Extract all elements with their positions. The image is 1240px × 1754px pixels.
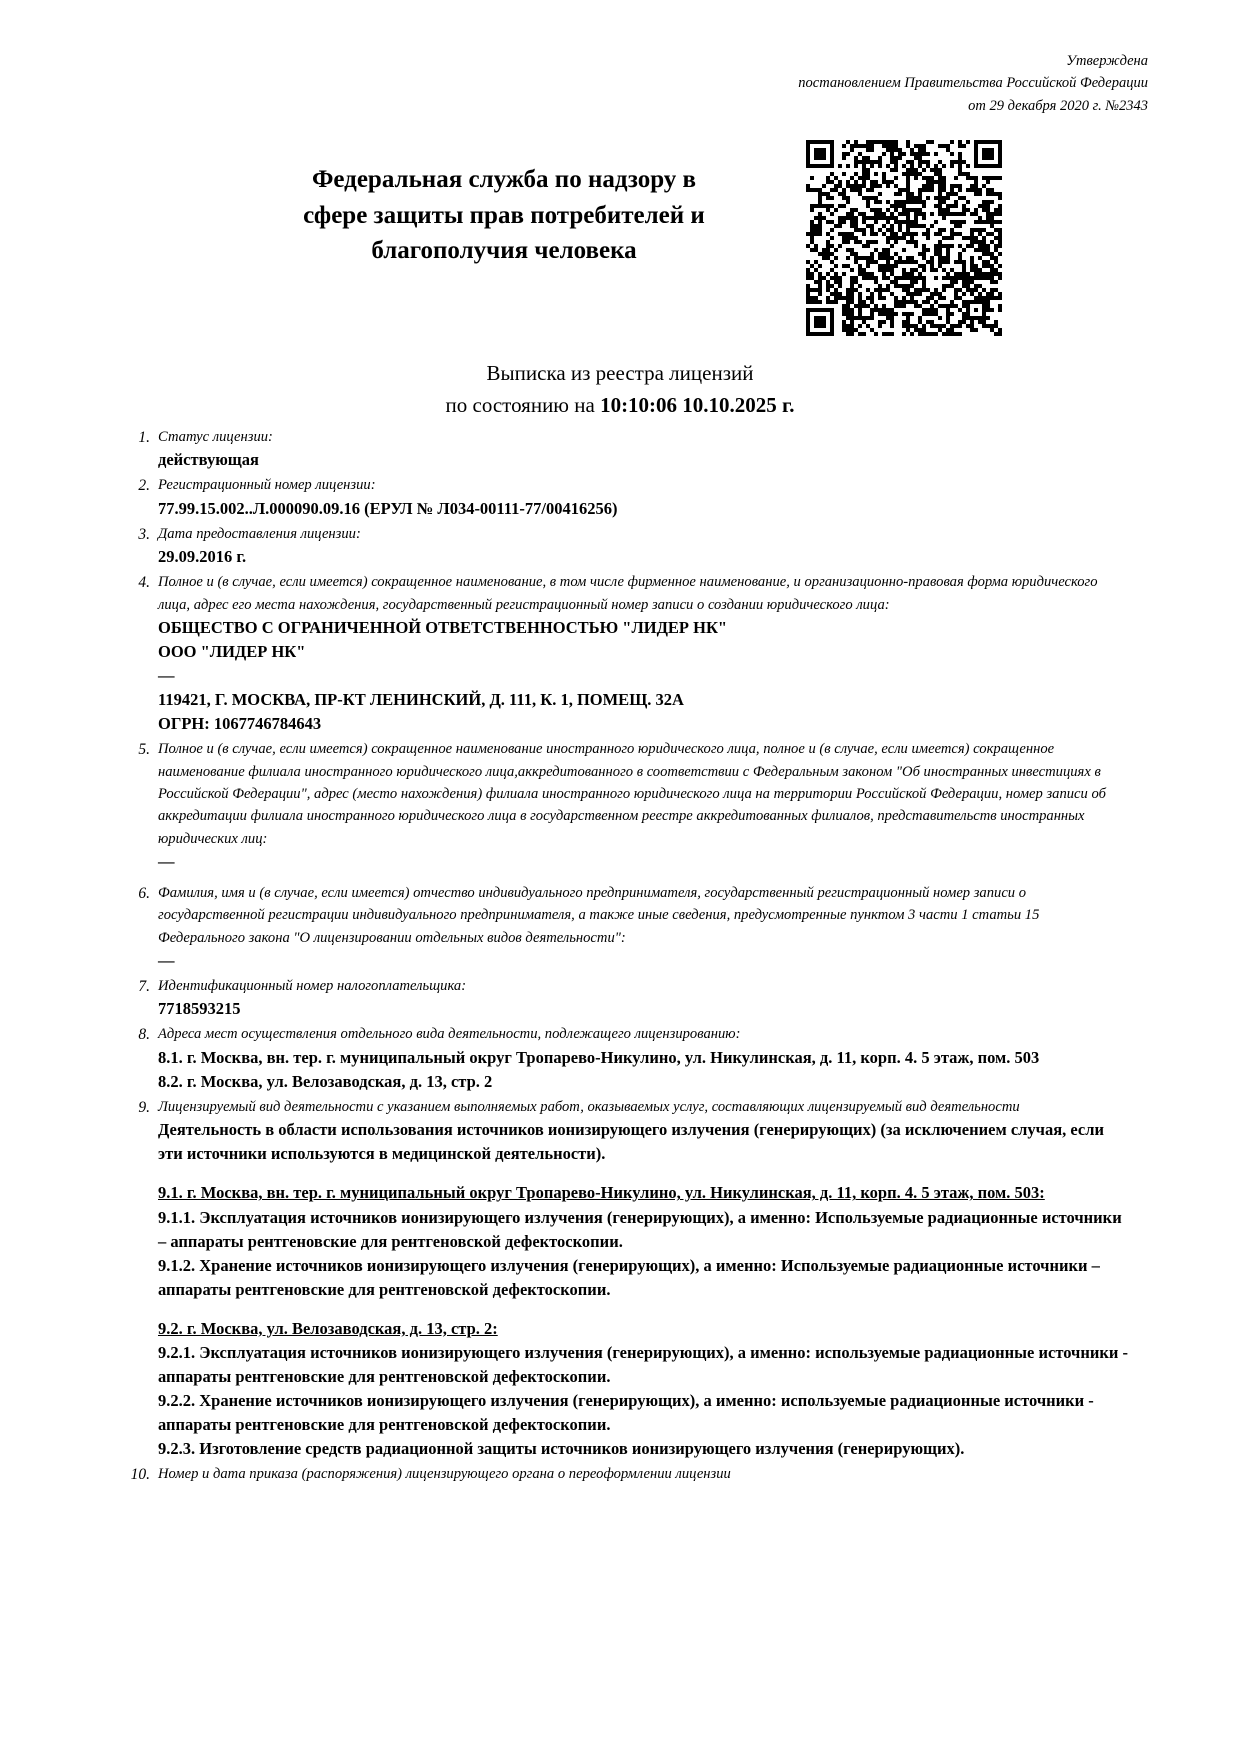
field-value-address-8-1: 8.1. г. Москва, вн. тер. г. муниципальный округ Тропарево-Никулино, ул. Никулинская, д. 11, корп. 4. 5 этаж, пом. 503 (158, 1047, 1040, 1067)
field-value-address-8-2: 8.2. г. Москва, ул. Велозаводская, д. 13, стр. 2 (158, 1071, 493, 1091)
extract-asof (0, 390, 1240, 422)
field-number: 10. (130, 1466, 150, 1484)
field-item-4 (128, 571, 1128, 736)
field-item-5 (128, 738, 1128, 874)
field-number: 9. (138, 1098, 150, 1116)
field-value-ogrn: ОГРН: 1067746784643 (158, 714, 322, 734)
field-number: 6. (138, 884, 150, 902)
license-fields-list (128, 426, 1128, 1489)
approval-block (688, 50, 1148, 117)
field-value-empty-dash: — (158, 666, 175, 686)
asof-prefix: по состоянию на (445, 392, 601, 417)
activity-entry-9-1-1: 9.1.1. Эксплуатация источников ионизирующего излучения (генерирующих), а именно: Используемые радиационные источники – аппараты рентгеновские для рентгеновской дефектоскопии. (158, 1207, 1122, 1251)
field-item-8 (128, 1023, 1128, 1093)
activity-entry-9-2-2: 9.2.2. Хранение источников ионизирующего излучения (генерирующих), а именно: используемые радиационные источники - аппараты рентгеновские для рентгеновской дефектоскопии. (158, 1391, 1094, 1435)
field-value: 29.09.2016 г. (158, 547, 247, 567)
approval-line-1: Утверждена (1066, 53, 1148, 69)
field-number: 7. (138, 978, 150, 996)
field-label: Адреса мест осуществления отдельного вида деятельности, подлежащего лицензированию: (158, 1026, 741, 1043)
field-value: — (158, 950, 175, 970)
field-label: Идентификационный номер налогоплательщика: (158, 978, 467, 995)
field-label: Полное и (в случае, если имеется) сокращенное наименование иностранного юридического лица, полное и (в случае, если имеется) сокращенное наименование филиала иностранного юридического лица,аккредитованного в соответствии с Федеральным законом "Об иностранных инвестициях в Российской Федерации", адрес (место нахождения) филиала иностранного юридического лица на территории Российской Федерации, номер записи об аккредитации филиала иностранного юридического лица в государственном реестре аккредитованных филиалов, представительств иностранных юридических лиц: (158, 741, 1106, 847)
extract-heading (0, 358, 1240, 421)
field-number: 4. (138, 574, 150, 592)
field-item-2 (128, 474, 1128, 520)
field-number: 8. (138, 1026, 150, 1044)
extract-title: Выписка из реестра лицензий (486, 361, 754, 385)
field-value-short-name: ООО "ЛИДЕР НК" (158, 641, 306, 661)
activity-entry-9-1-2: 9.1.2. Хранение источников ионизирующего излучения (генерирующих), а именно: Используемые радиационные источники – аппараты рентгеновские для рентгеновской дефектоскопии. (158, 1255, 1100, 1299)
activity-entry-9-2-3: 9.2.3. Изготовление средств радиационной защиты источников ионизирующего излучения (генерирующих). (158, 1439, 965, 1459)
field-number: 1. (138, 429, 150, 446)
field-label: Полное и (в случае, если имеется) сокращенное наименование, в том числе фирменное наименование, и организационно-правовая форма юридического лица, адрес его места нахождения, государственный регистрационный номер записи о создании юридического лица: (158, 574, 1098, 613)
field-label: Лицензируемый вид деятельности с указанием выполняемых работ, оказываемых услуг, составляющих лицензируемый вид деятельности (158, 1098, 1020, 1115)
asof-value: 10:10:06 10.10.2025 г. (600, 392, 795, 417)
field-value-activity-type: Деятельность в области использования источников ионизирующего излучения (генерирующих) (за исключением случая, если эти источники используются в медицинской деятельности). (158, 1120, 1105, 1164)
activity-entry-9-2-1: 9.2.1. Эксплуатация источников ионизирующего излучения (генерирующих), а именно: используемые радиационные источники - аппараты рентгеновские для рентгеновской дефектоскопии. (158, 1342, 1128, 1386)
approval-line-2: постановлением Правительства Российской Федерации (798, 75, 1148, 92)
field-label: Дата предоставления лицензии: (158, 525, 361, 542)
field-value-full-name: ОБЩЕСТВО С ОГРАНИЧЕННОЙ ОТВЕТСТВЕННОСТЬЮ "ЛИДЕР НК" (158, 617, 728, 637)
field-label: Номер и дата приказа (распоряжения) лицензирующего органа о переоформлении лицензии (158, 1466, 731, 1483)
field-value: 77.99.15.002..Л.000090.09.16 (ЕРУЛ № Л034-00111-77/00416256) (158, 498, 618, 518)
field-item-6 (128, 882, 1128, 973)
field-value-inn: 7718593215 (158, 999, 241, 1019)
field-value: — (158, 851, 175, 871)
field-number: 3. (138, 525, 150, 543)
agency-title (214, 162, 794, 269)
field-value: действующая (158, 450, 259, 470)
agency-title-line-1: Федеральная служба по надзору в (311, 166, 697, 193)
field-label: Регистрационный номер лицензии: (158, 477, 376, 494)
field-item-1 (128, 426, 1128, 472)
field-number: 5. (138, 741, 150, 759)
field-item-7 (128, 975, 1128, 1021)
field-label: Фамилия, имя и (в случае, если имеется) отчество индивидуального предпринимателя, государственный регистрационный номер записи о государственной регистрации индивидуального предпринимателя, а также иные сведения, предусмотренные пунктом 3 части 1 статьи 15 Федерального закона "О лицензировании отдельных видов деятельности": (158, 884, 1040, 946)
agency-title-line-2: сфере защиты прав потребителей и (303, 201, 705, 229)
field-value-address: 119421, Г. МОСКВА, ПР-КТ ЛЕНИНСКИЙ, Д. 111, К. 1, ПОМЕЩ. 32А (158, 690, 684, 710)
activity-group-2-heading: 9.2. г. Москва, ул. Велозаводская, д. 13, стр. 2: (158, 1318, 498, 1338)
field-item-9 (128, 1096, 1128, 1461)
qr-code-icon (806, 140, 1002, 336)
agency-title-line-3: благополучия человека (371, 237, 637, 264)
field-label: Статус лицензии: (158, 429, 273, 445)
field-item-10 (128, 1463, 1128, 1487)
field-item-3 (128, 523, 1128, 569)
activity-group-1-heading: 9.1. г. Москва, вн. тер. г. муниципальный округ Тропарево-Никулино, ул. Никулинская, д. 11, корп. 4. 5 этаж, пом. 503: (158, 1183, 1045, 1203)
approval-line-3: от 29 декабря 2020 г. №2343 (968, 97, 1148, 114)
field-number: 2. (138, 477, 150, 495)
